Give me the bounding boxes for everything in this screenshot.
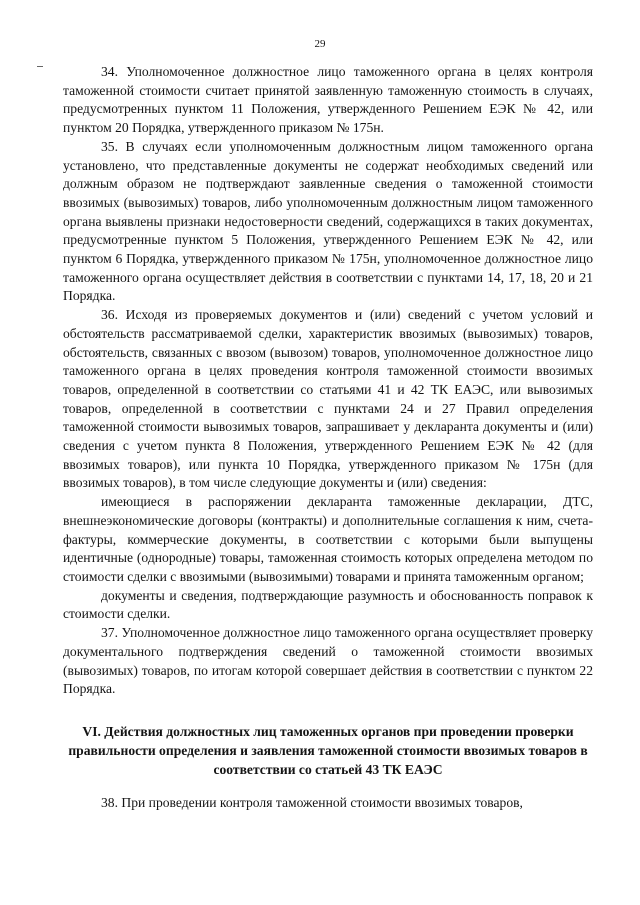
section-heading: VI. Действия должностных лиц таможенных органов при проведении проверки правильности определения и заявления таможенной стоимости ввозимых товаров в соответствии со статьей 43 ТК ЕАЭС <box>68 723 588 777</box>
paragraph-36: 36. Исходя из проверяемых документов и (или) сведений с учетом условий и обстоятельств рассматриваемой сделки, характеристик ввозимых (вывозимых) товаров, обстоятельств, связанных с ввозом (вывозом) товаров, уполномоченное должностное лицо таможенного органа в целях проведения контроля таможенной стоимости ввозимых товаров, определенной в соответствии со статьями 41 и 42 ТК ЕАЭС, или вывозимых товаров, определенной в соответствии с пунктами 24 и 27 Правил определения таможенной стоимости вывозимых товаров, запрашивает у декларанта документы и (или) сведения с учетом пункта 8 Положения, утвержденного Решением ЕЭК № 42 (для ввозимых товаров), или пункта 10 Порядка, утвержденного приказом № 175н (для ввозимых товаров), в том числе следующие документы и (или) сведения: <box>63 307 593 491</box>
paragraph-35: 35. В случаях если уполномоченным должностным лицом таможенного органа установлено, что представленные документы не содержат необходимых сведений или должным образом не подтверждают заявленные сведения о таможенной стоимости ввозимых (вывозимых) товаров, либо уполномоченным должностным лицом таможенного органа выявлены признаки недостоверности сведений, содержащихся в таких документах, предусмотренные пунктом 5 Положения, утвержденного Решением ЕЭК № 42, или пунктом 6 Порядка, утвержденного приказом № 175н, уполномоченное должностное лицо таможенного органа осуществляет действия в соответствии с пунктами 14, 17, 18, 20 и 21 Порядка. <box>63 138 593 304</box>
document-body <box>63 63 593 813</box>
paragraph-34: 34. Уполномоченное должностное лицо таможенного органа в целях контроля таможенной стоимости считает принятой заявленную таможенную стоимость в случаях, предусмотренных пунктом 11 Положения, утвержденного Решением ЕЭК № 42, или пунктом 20 Порядка, утвержденного приказом № 175н. <box>63 64 593 136</box>
page-number: 29 <box>314 38 326 50</box>
paragraph-38: 38. При проведении контроля таможенной стоимости ввозимых товаров, <box>101 794 523 810</box>
paragraph-36-item-2: документы и сведения, подтверждающие разумность и обоснованность поправок к стоимости сделки. <box>63 587 593 622</box>
paragraph-37: 37. Уполномоченное должностное лицо таможенного органа осуществляет проверку документального подтверждения сведений о таможенной стоимости ввозимых (вывозимых) товаров, по итогам которой совершает действия в соответствии с пунктом 22 Порядка. <box>63 625 593 697</box>
paragraph-36-item-1: имеющиеся в распоряжении декларанта таможенные декларации, ДТС, внешнеэкономические договоры (контракты) и дополнительные соглашения к ним, счета-фактуры, коммерческие документы, в соответствии с которыми были выпущены идентичные (однородные) товары, таможенная стоимость которых определена методом по стоимости сделки с ввозимыми (вывозимыми) товарами и принята таможенным органом; <box>63 494 593 584</box>
margin-mark <box>37 66 43 67</box>
